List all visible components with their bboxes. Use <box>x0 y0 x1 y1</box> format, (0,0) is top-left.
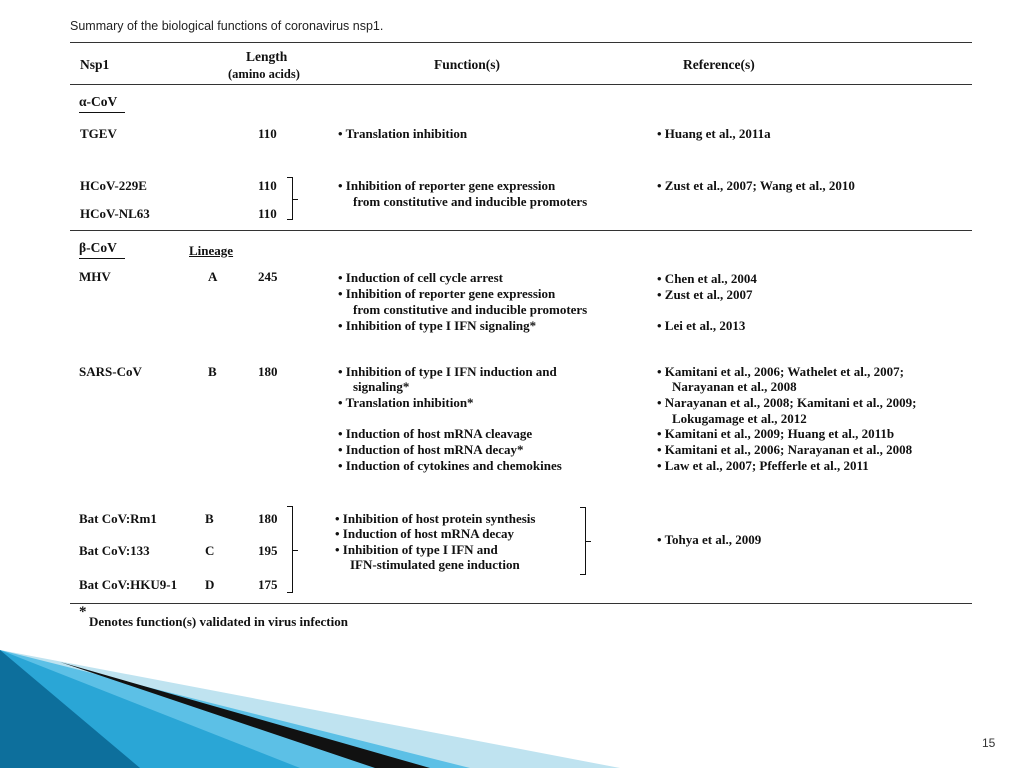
bat-rm1-name: Bat CoV:Rm1 <box>79 511 157 526</box>
hcovnl63-length: 110 <box>258 206 277 221</box>
mhv-length: 245 <box>258 269 278 284</box>
sars-name: SARS-CoV <box>79 364 142 379</box>
mhv-reference-2: • Zust et al., 2007 <box>657 287 753 302</box>
bottom-rule <box>70 603 972 604</box>
footnote-text: Denotes function(s) validated in virus infection <box>89 614 348 629</box>
bat-function-1: • Inhibition of host protein synthesis <box>335 511 536 526</box>
hcov229e-name: HCoV-229E <box>80 178 147 193</box>
bat-hku9-lineage: D <box>205 577 215 592</box>
beta-label-underline <box>79 258 125 259</box>
bat-length-brace <box>287 506 293 593</box>
hcov229e-length: 110 <box>258 178 277 193</box>
sars-reference-4: Lokugamage et al., 2012 <box>672 411 807 426</box>
bat-reference: • Tohya et al., 2009 <box>657 532 762 547</box>
bat-function-4: IFN-stimulated gene induction <box>350 557 520 572</box>
alpha-label-underline <box>79 112 125 113</box>
bat-rm1-length: 180 <box>258 511 278 526</box>
mhv-name: MHV <box>79 269 111 284</box>
hcov-function-2: from constitutive and inducible promoters <box>353 194 588 209</box>
tgev-length: 110 <box>258 126 277 141</box>
sars-function-3: • Translation inhibition* <box>338 395 474 410</box>
header-functions: Function(s) <box>434 57 501 72</box>
mhv-function-1: • Induction of cell cycle arrest <box>338 270 503 285</box>
mhv-function-4: • Inhibition of type I IFN signaling* <box>338 318 537 333</box>
header-length-unit: (amino acids) <box>228 67 300 81</box>
alpha-cov-label: α-CoV <box>79 94 118 109</box>
sars-function-2: signaling* <box>353 379 410 394</box>
sars-reference-7: • Law et al., 2007; Pfefferle et al., 2011 <box>657 458 869 473</box>
hcov-reference: • Zust et al., 2007; Wang et al., 2010 <box>657 178 855 193</box>
hcov-brace <box>287 177 293 220</box>
sars-function-5: • Induction of host mRNA decay* <box>338 442 524 457</box>
bat-function-2: • Induction of host mRNA decay <box>335 526 514 541</box>
top-rule <box>70 42 972 43</box>
slide-ribbon-decoration <box>0 640 620 768</box>
alpha-beta-rule <box>70 230 972 231</box>
header-rule <box>70 84 972 85</box>
tgev-name: TGEV <box>80 126 117 141</box>
header-nsp1: Nsp1 <box>80 57 110 72</box>
mhv-function-3: from constitutive and inducible promoters <box>353 302 588 317</box>
header-length: Length <box>246 49 288 64</box>
table-caption: Summary of the biological functions of coronavirus nsp1. <box>70 19 384 33</box>
bat-hku9-name: Bat CoV:HKU9-1 <box>79 577 178 592</box>
sars-reference-5: • Kamitani et al., 2009; Huang et al., 2011b <box>657 426 895 441</box>
sars-reference-6: • Kamitani et al., 2006; Narayanan et al., 2008 <box>657 442 913 457</box>
bat-hku9-length: 175 <box>258 577 278 592</box>
sars-length: 180 <box>258 364 278 379</box>
bat-function-brace <box>580 507 586 575</box>
header-references: Reference(s) <box>683 57 755 72</box>
sars-function-6: • Induction of cytokines and chemokines <box>338 458 562 473</box>
mhv-function-2: • Inhibition of reporter gene expression <box>338 286 556 301</box>
bat-133-name: Bat CoV:133 <box>79 543 150 558</box>
sars-reference-2: Narayanan et al., 2008 <box>672 379 797 394</box>
sars-lineage: B <box>208 364 217 379</box>
sars-function-1: • Inhibition of type I IFN induction and <box>338 364 557 379</box>
sars-reference-1: • Kamitani et al., 2006; Wathelet et al., 2007; <box>657 364 904 379</box>
mhv-reference-3: • Lei et al., 2013 <box>657 318 746 333</box>
mhv-reference-1: • Chen et al., 2004 <box>657 271 757 286</box>
bat-133-lineage: C <box>205 543 215 558</box>
bat-133-length: 195 <box>258 543 278 558</box>
footnote-star: * <box>79 604 87 620</box>
mhv-lineage: A <box>208 269 218 284</box>
hcov-function-1: • Inhibition of reporter gene expression <box>338 178 556 193</box>
bat-function-3: • Inhibition of type I IFN and <box>335 542 498 557</box>
tgev-reference: • Huang et al., 2011a <box>657 126 771 141</box>
beta-cov-label: β-CoV <box>79 240 117 255</box>
lineage-label: Lineage <box>189 243 234 258</box>
hcovnl63-name: HCoV-NL63 <box>80 206 150 221</box>
sars-reference-3: • Narayanan et al., 2008; Kamitani et al., 2009; <box>657 395 917 410</box>
page-number: 15 <box>982 736 996 750</box>
sars-function-4: • Induction of host mRNA cleavage <box>338 426 533 441</box>
tgev-function: • Translation inhibition <box>338 126 468 141</box>
bat-rm1-lineage: B <box>205 511 214 526</box>
